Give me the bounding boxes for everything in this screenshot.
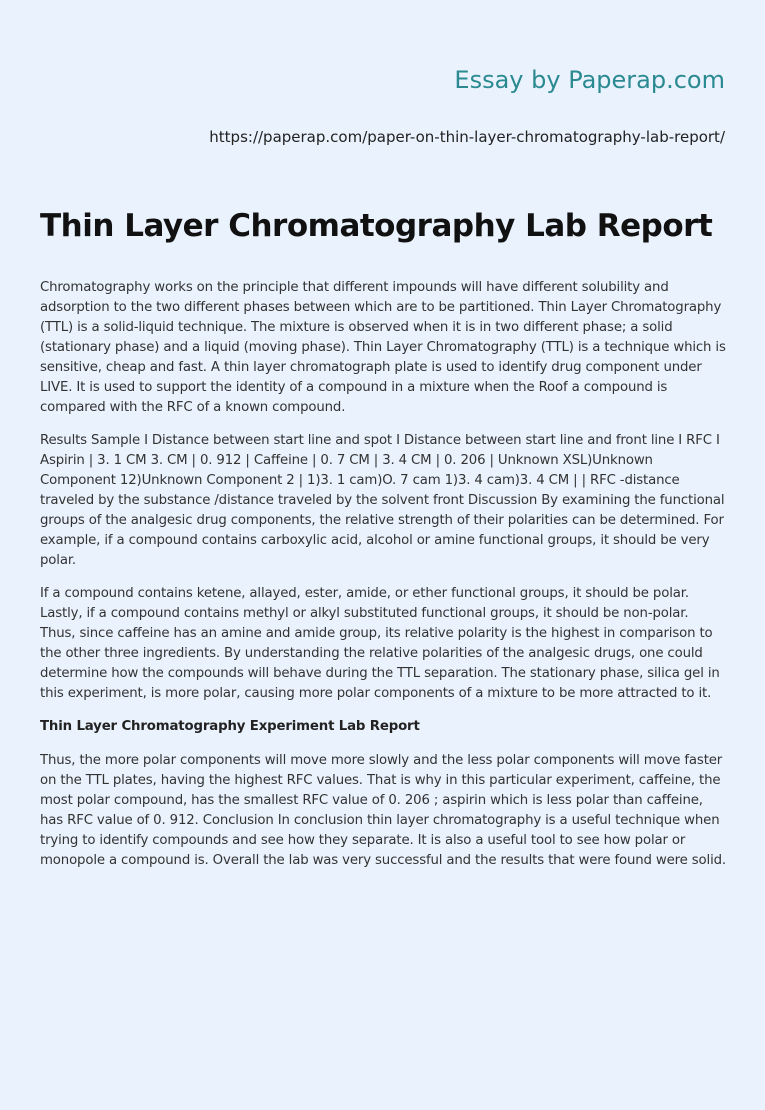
paragraph-discussion: If a compound contains ketene, allayed, ester, amide, or ether functional groups, it should be polar. Lastly, if a compound contains methyl or alkyl substituted functional groups, it should be non-polar. Thus, since caffeine has an amine and amide group, its relative polarity is the highest in comparison to the other three ingredients. By understanding the relative polarities of the analgesic drugs, one could determine how the compounds will behave during the TTL separation. The stationary phase, silica gel in this experiment, is more polar, causing more polar components of a mixture to be more attracted to it. <box>40 586 720 701</box>
brand-link[interactable]: Essay by Paperap.com <box>454 66 725 94</box>
section-subheading: Thin Layer Chromatography Experiment Lab Report <box>40 719 420 734</box>
paragraph-results: Results Sample I Distance between start line and spot I Distance between start line and front line I RFC I Aspirin | 3. 1 CM 3. CM | 0. 912 | Caffeine | 0. 7 CM | 3. 4 CM | 0. 206 | Unknown XSL)Unknown Component 12)Unknown Component 2 | 1)3. 1 cam)O. 7 cam 1)3. 4 cam)3. 4 CM | | RFC -distance traveled by the substance /distance traveled by the solvent front Discussion By examining the functional groups of the analgesic drug components, the relative strength of their polarities can be determined. For example, if a compound contains carboxylic acid, alcohol or amine functional groups, it should be very polar. <box>40 433 725 568</box>
paragraph-intro: Chromatography works on the principle that different impounds will have different solubility and adsorption to the two different phases between which are to be partitioned. Thin Layer Chromatography (TTL) is a solid-liquid technique. The mixture is observed when it is in two different phase; a solid (stationary phase) and a liquid (moving phase). Thin Layer Chromatography (TTL) is a technique which is sensitive, cheap and fast. A thin layer chromatograph plate is used to identify drug component under LIVE. It is used to support the identity of a compound in a mixture when the Roof a compound is compared with the RFC of a known compound. <box>40 280 726 415</box>
article-body <box>40 278 727 884</box>
paragraph-conclusion: Thus, the more polar components will move more slowly and the less polar components will move faster on the TTL plates, having the highest RFC values. That is why in this particular experiment, caffeine, the most polar compound, has the smallest RFC value of 0. 206 ; aspirin which is less polar than caffeine, has RFC value of 0. 912. Conclusion In conclusion thin layer chromatography is a useful technique when trying to identify compounds and see how they separate. It is also a useful tool to see how polar or monopole a compound is. Overall the lab was very successful and the results that were found were solid. <box>40 753 726 868</box>
source-url-link[interactable]: https://paperap.com/paper-on-thin-layer-chromatography-lab-report/ <box>209 128 725 146</box>
page-title: Thin Layer Chromatography Lab Report <box>40 208 713 244</box>
